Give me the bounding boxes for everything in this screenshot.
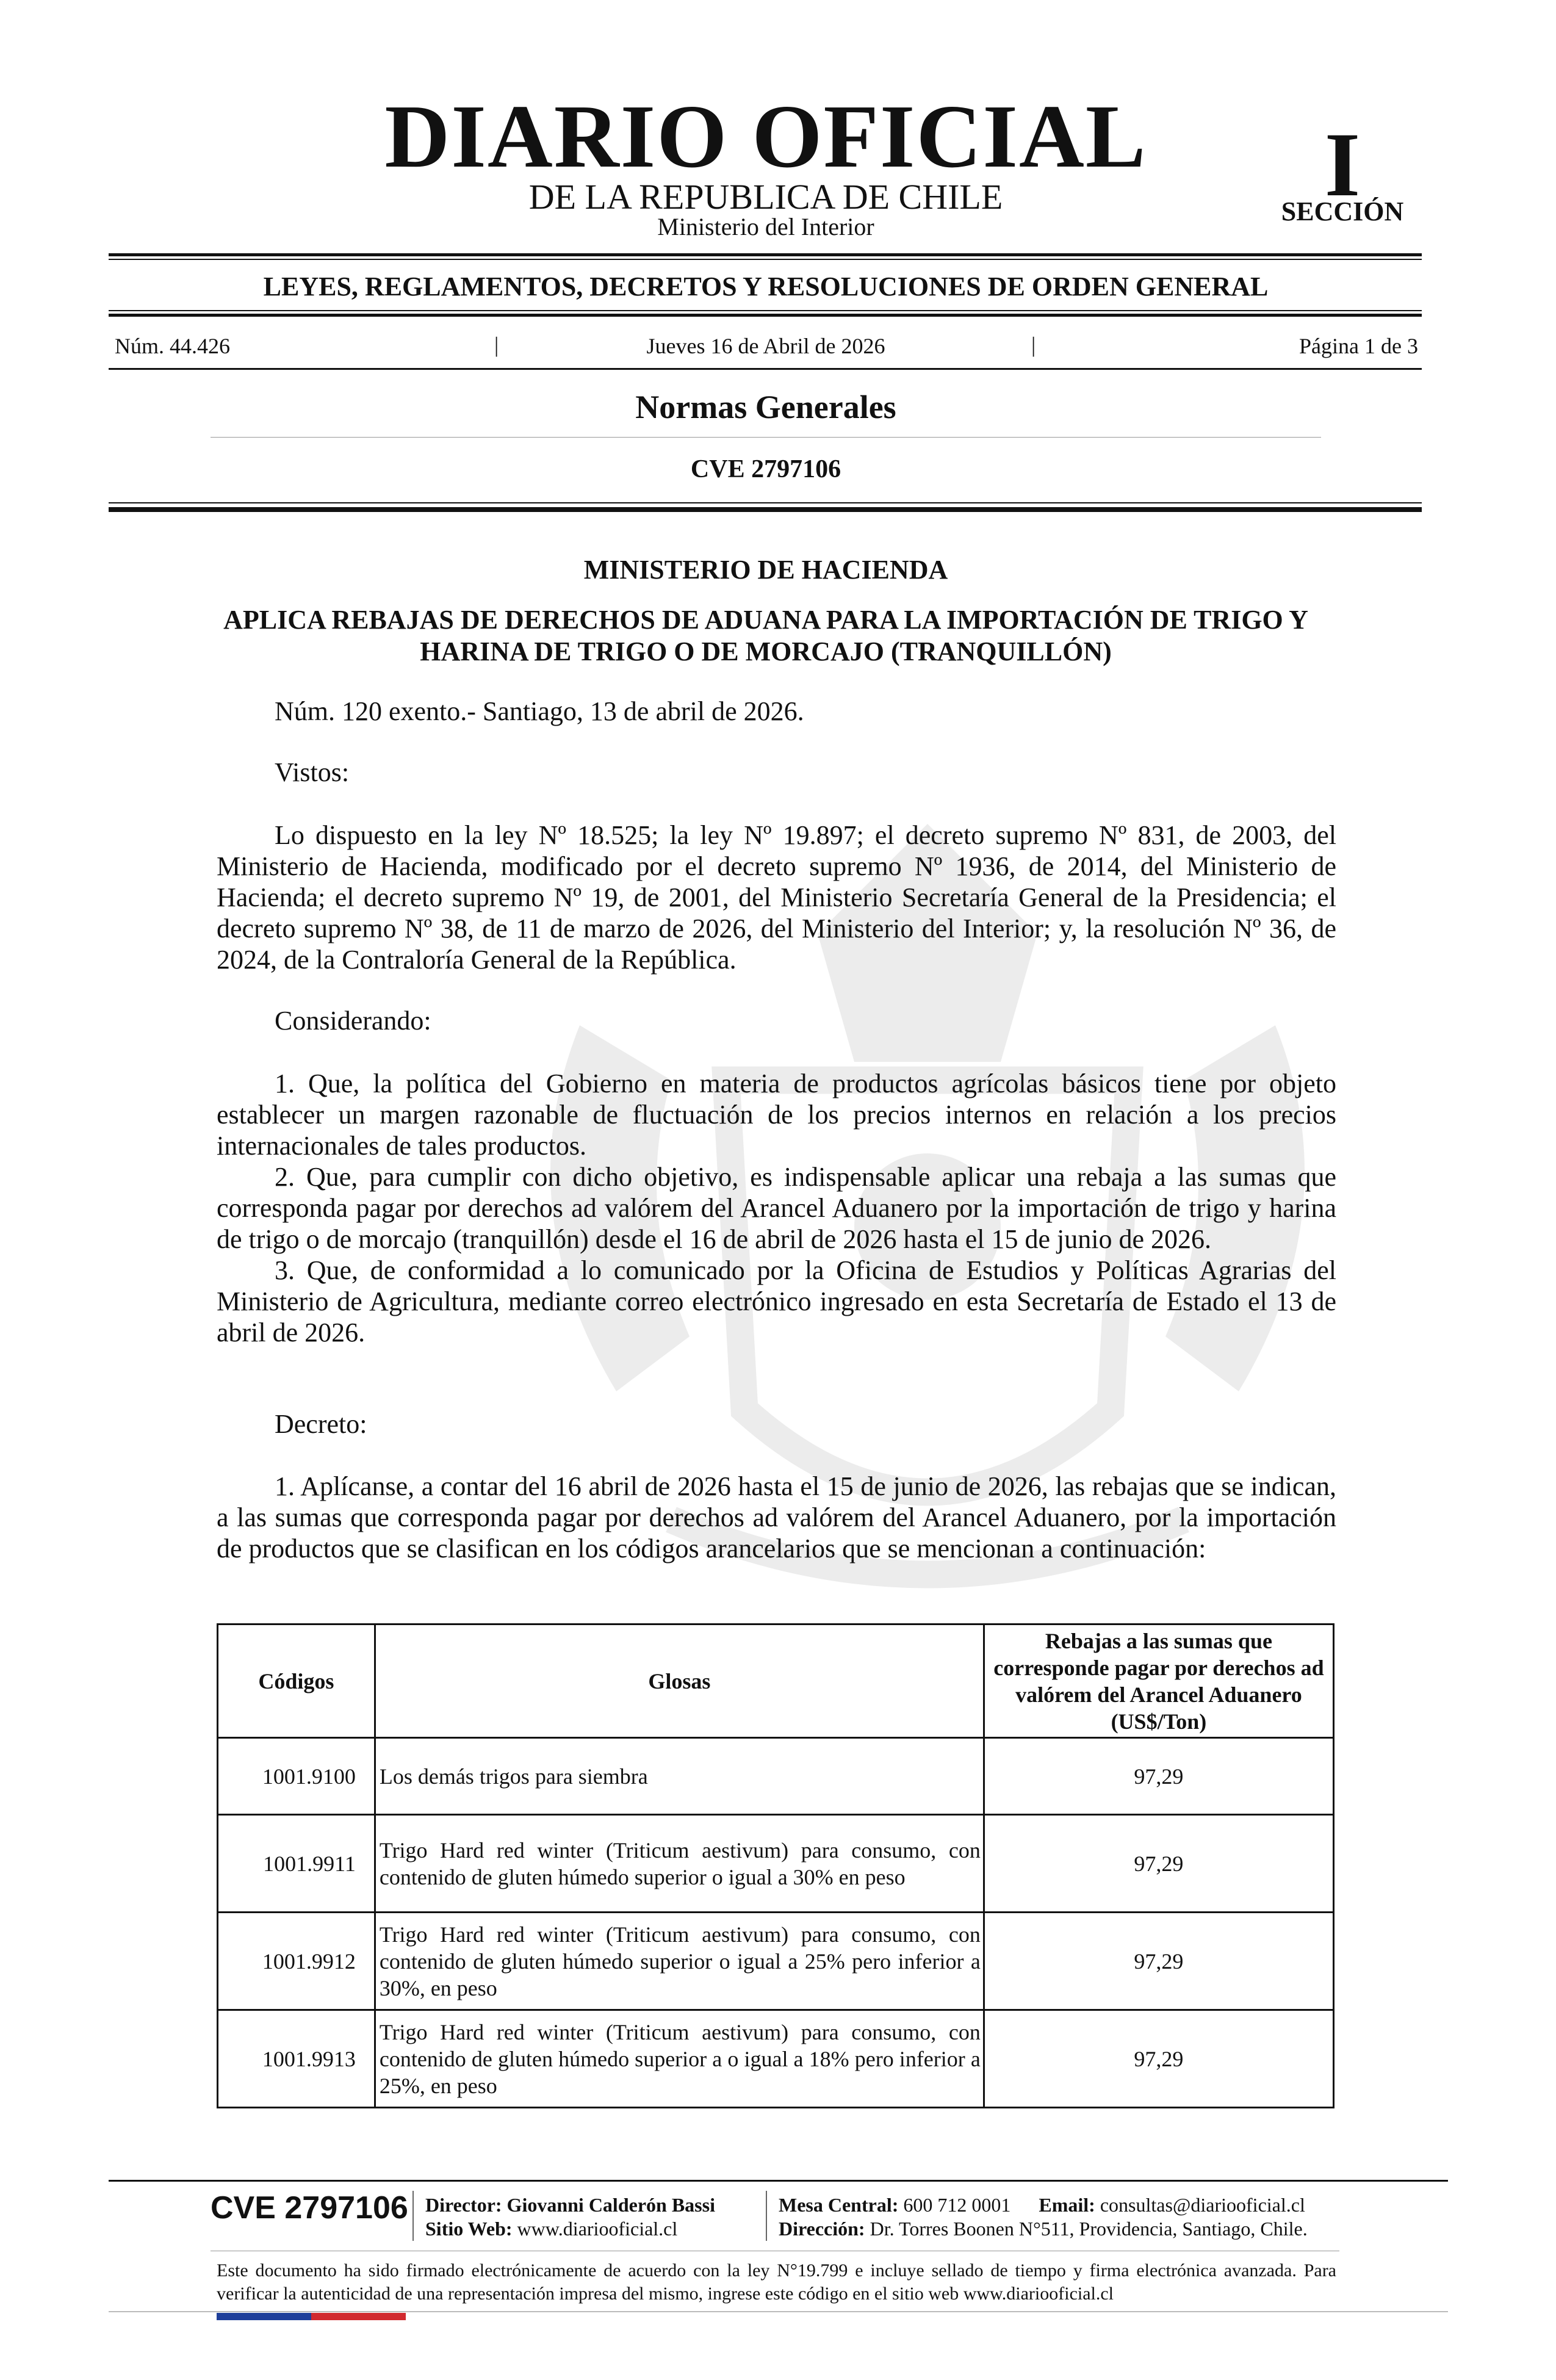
flag-stripe-blue xyxy=(217,2313,311,2320)
decree-number-line xyxy=(217,696,1336,727)
footer-rule-bottom xyxy=(109,2311,1448,2312)
footer-cve-code: CVE 2797106 xyxy=(211,2190,408,2226)
tariff-description: Trigo Hard red winter (Triticum aestivum) para consumo, con contenido de gluten húmedo superior o igual a 25% pero inferior a 30%, en peso xyxy=(375,1913,984,2010)
issue-number: Núm. 44.426 xyxy=(115,334,230,358)
website-label: Sitio Web: xyxy=(425,2218,513,2240)
footer-address xyxy=(779,2217,1308,2240)
cve-code: CVE 2797106 xyxy=(690,455,841,483)
table-row xyxy=(218,1815,1334,1913)
decree-title: APLICA REBAJAS DE DERECHOS DE ADUANA PARA LA IMPORTACIÓN DE TRIGO Y HARINA DE TRIGO O DE MORCAJO (TRANQUILLÓN) xyxy=(223,605,1308,666)
section-label: SECCIÓN xyxy=(1281,197,1404,226)
address-label: Dirección: xyxy=(779,2218,865,2240)
address-text: Dr. Torres Boonen N°511, Providencia, Santiago, Chile. xyxy=(870,2218,1308,2240)
decreto-label-block xyxy=(217,1408,1336,1440)
tariff-reduction: 97,29 xyxy=(984,2010,1333,2108)
decreto-block xyxy=(217,1471,1336,1564)
footer-rule-top xyxy=(109,2180,1448,2182)
tariff-code: 1001.9911 xyxy=(218,1815,375,1913)
vistos-label: Vistos: xyxy=(275,757,350,787)
decree-number-text: Núm. 120 exento.- Santiago, 13 de abril de 2026. xyxy=(275,696,804,726)
footer-divider xyxy=(766,2191,767,2241)
header-codes: Códigos xyxy=(218,1625,375,1738)
cve-rule-thick xyxy=(109,507,1422,512)
email-link[interactable]: consultas@diariooficial.cl xyxy=(1100,2194,1305,2216)
tariff-description: Los demás trigos para siembra xyxy=(375,1738,984,1815)
header-descriptions: Glosas xyxy=(375,1625,984,1738)
considerando-1: 1. Que, la política del Gobierno en materia de productos agrícolas básicos tiene por objeto establecer un margen razonable de fluctuación de los precios internos en relación a los precios internacionales de tales productos. xyxy=(217,1069,1336,1161)
masthead-rule-thin xyxy=(109,259,1422,260)
tariff-table xyxy=(217,1623,1334,2108)
email-label: Email: xyxy=(1039,2194,1095,2216)
director-name: Giovanni Calderón Bassi xyxy=(506,2194,715,2216)
footer-website xyxy=(425,2217,677,2240)
signature-note: Este documento ha sido firmado electrónicamente de acuerdo con la ley N°19.799 e incluye sellado de tiempo y firma electrónica avanzada. Para verificar la autenticidad de una representación impresa del mismo, ingrese este código en el sitio web www.diariooficial.cl xyxy=(217,2260,1336,2304)
laws-heading: LEYES, REGLAMENTOS, DECRETOS Y RESOLUCIONES DE ORDEN GENERAL xyxy=(263,272,1269,301)
cve-rule-thin xyxy=(109,502,1422,503)
considerando-2: 2. Que, para cumplir con dicho objetivo, es indispensable aplicar una rebaja a las sumas que corresponda pagar por derechos ad valórem del Arancel Aduanero por la importación de trigo y harina de trigo o de morcajo (tranquillón) desde el 16 de abril de 2026 hasta el 15 de junio de 2026. xyxy=(217,1162,1336,1254)
table-row xyxy=(218,2010,1334,2108)
page-indicator: Página 1 de 3 xyxy=(1299,334,1418,358)
table-row xyxy=(218,1913,1334,2010)
table-header-row xyxy=(218,1625,1334,1738)
tariff-description: Trigo Hard red winter (Triticum aestivum) para consumo, con contenido de gluten húmedo superior a o igual a 18% pero inferior a 25%, en peso xyxy=(375,2010,984,2108)
considerando-label-block xyxy=(217,1005,1336,1036)
category-title: Normas Generales xyxy=(635,389,896,425)
vistos-text: Lo dispuesto en la ley Nº 18.525; la ley Nº 19.897; el decreto supremo Nº 831, de 2003, del Ministerio de Hacienda, modificado por el decreto supremo Nº 1936, de 2014, del Ministerio de Hacienda; el decreto supremo Nº 19, de 2001, del Ministerio Secretaría General de la Presidencia; el decreto supremo Nº 38, de 11 de marzo de 2026, del Ministerio del Interior; y, la resolución Nº 36, de 2024, de la Contraloría General de la República. xyxy=(217,820,1336,975)
masthead-subtitle: DE LA REPUBLICA DE CHILE xyxy=(528,177,1003,217)
director-label: Director: xyxy=(425,2194,502,2216)
footer-contact xyxy=(779,2193,1305,2216)
masthead-ministry: Ministerio del Interior xyxy=(657,213,874,240)
tariff-code: 1001.9100 xyxy=(218,1738,375,1815)
section-number: I xyxy=(1324,114,1361,215)
decreto-1: 1. Aplícanse, a contar del 16 abril de 2026 hasta el 15 de junio de 2026, las rebajas que se indican, a las sumas que corresponda pagar por derechos ad valórem del Arancel Aduanero, por la importación de productos que se clasifican en los códigos arancelarios que se mencionan a continuación: xyxy=(217,1471,1336,1563)
masthead-title: DIARIO OFICIAL xyxy=(384,87,1147,187)
tariff-description: Trigo Hard red winter (Triticum aestivum) para consumo, con contenido de gluten húmedo superior o igual a 30% en peso xyxy=(375,1815,984,1913)
category-rule xyxy=(211,437,1321,438)
tariff-reduction: 97,29 xyxy=(984,1815,1333,1913)
info-rule xyxy=(109,368,1422,370)
considerando-3: 3. Que, de conformidad a lo comunicado por la Oficina de Estudios y Políticas Agrarias del Ministerio de Agricultura, mediante correo electrónico ingresado en esta Secretaría de Estado el 13 de abril de 2026. xyxy=(217,1255,1336,1347)
masthead-rule-top xyxy=(109,253,1422,256)
heading-rule-top xyxy=(109,314,1422,317)
considerando-block xyxy=(217,1068,1336,1348)
vistos-block xyxy=(217,820,1336,975)
header-reductions: Rebajas a las sumas que corresponde pagar por derechos ad valórem del Arancel Aduanero (US$/Ton) xyxy=(984,1625,1333,1738)
vistos-label-block xyxy=(217,757,1336,788)
flag-stripe-red xyxy=(311,2313,406,2320)
heading-rule-thin xyxy=(109,310,1422,311)
website-link[interactable]: www.diariooficial.cl xyxy=(517,2218,678,2240)
tariff-code: 1001.9913 xyxy=(218,2010,375,2108)
mesa-label: Mesa Central: xyxy=(779,2194,899,2216)
tariff-reduction: 97,29 xyxy=(984,1738,1333,1815)
tariff-code: 1001.9912 xyxy=(218,1913,375,2010)
decreto-label: Decreto: xyxy=(275,1409,367,1439)
info-separator: | xyxy=(1031,333,1036,357)
footer-divider xyxy=(412,2191,414,2241)
issue-date: Jueves 16 de Abril de 2026 xyxy=(646,334,885,358)
ministry-heading: MINISTERIO DE HACIENDA xyxy=(583,555,948,585)
considerando-label: Considerando: xyxy=(275,1006,431,1036)
mesa-phone: 600 712 0001 xyxy=(903,2194,1011,2216)
table-row xyxy=(218,1738,1334,1815)
tariff-reduction: 97,29 xyxy=(984,1913,1333,2010)
info-separator: | xyxy=(494,333,499,357)
footer-director xyxy=(425,2193,715,2216)
